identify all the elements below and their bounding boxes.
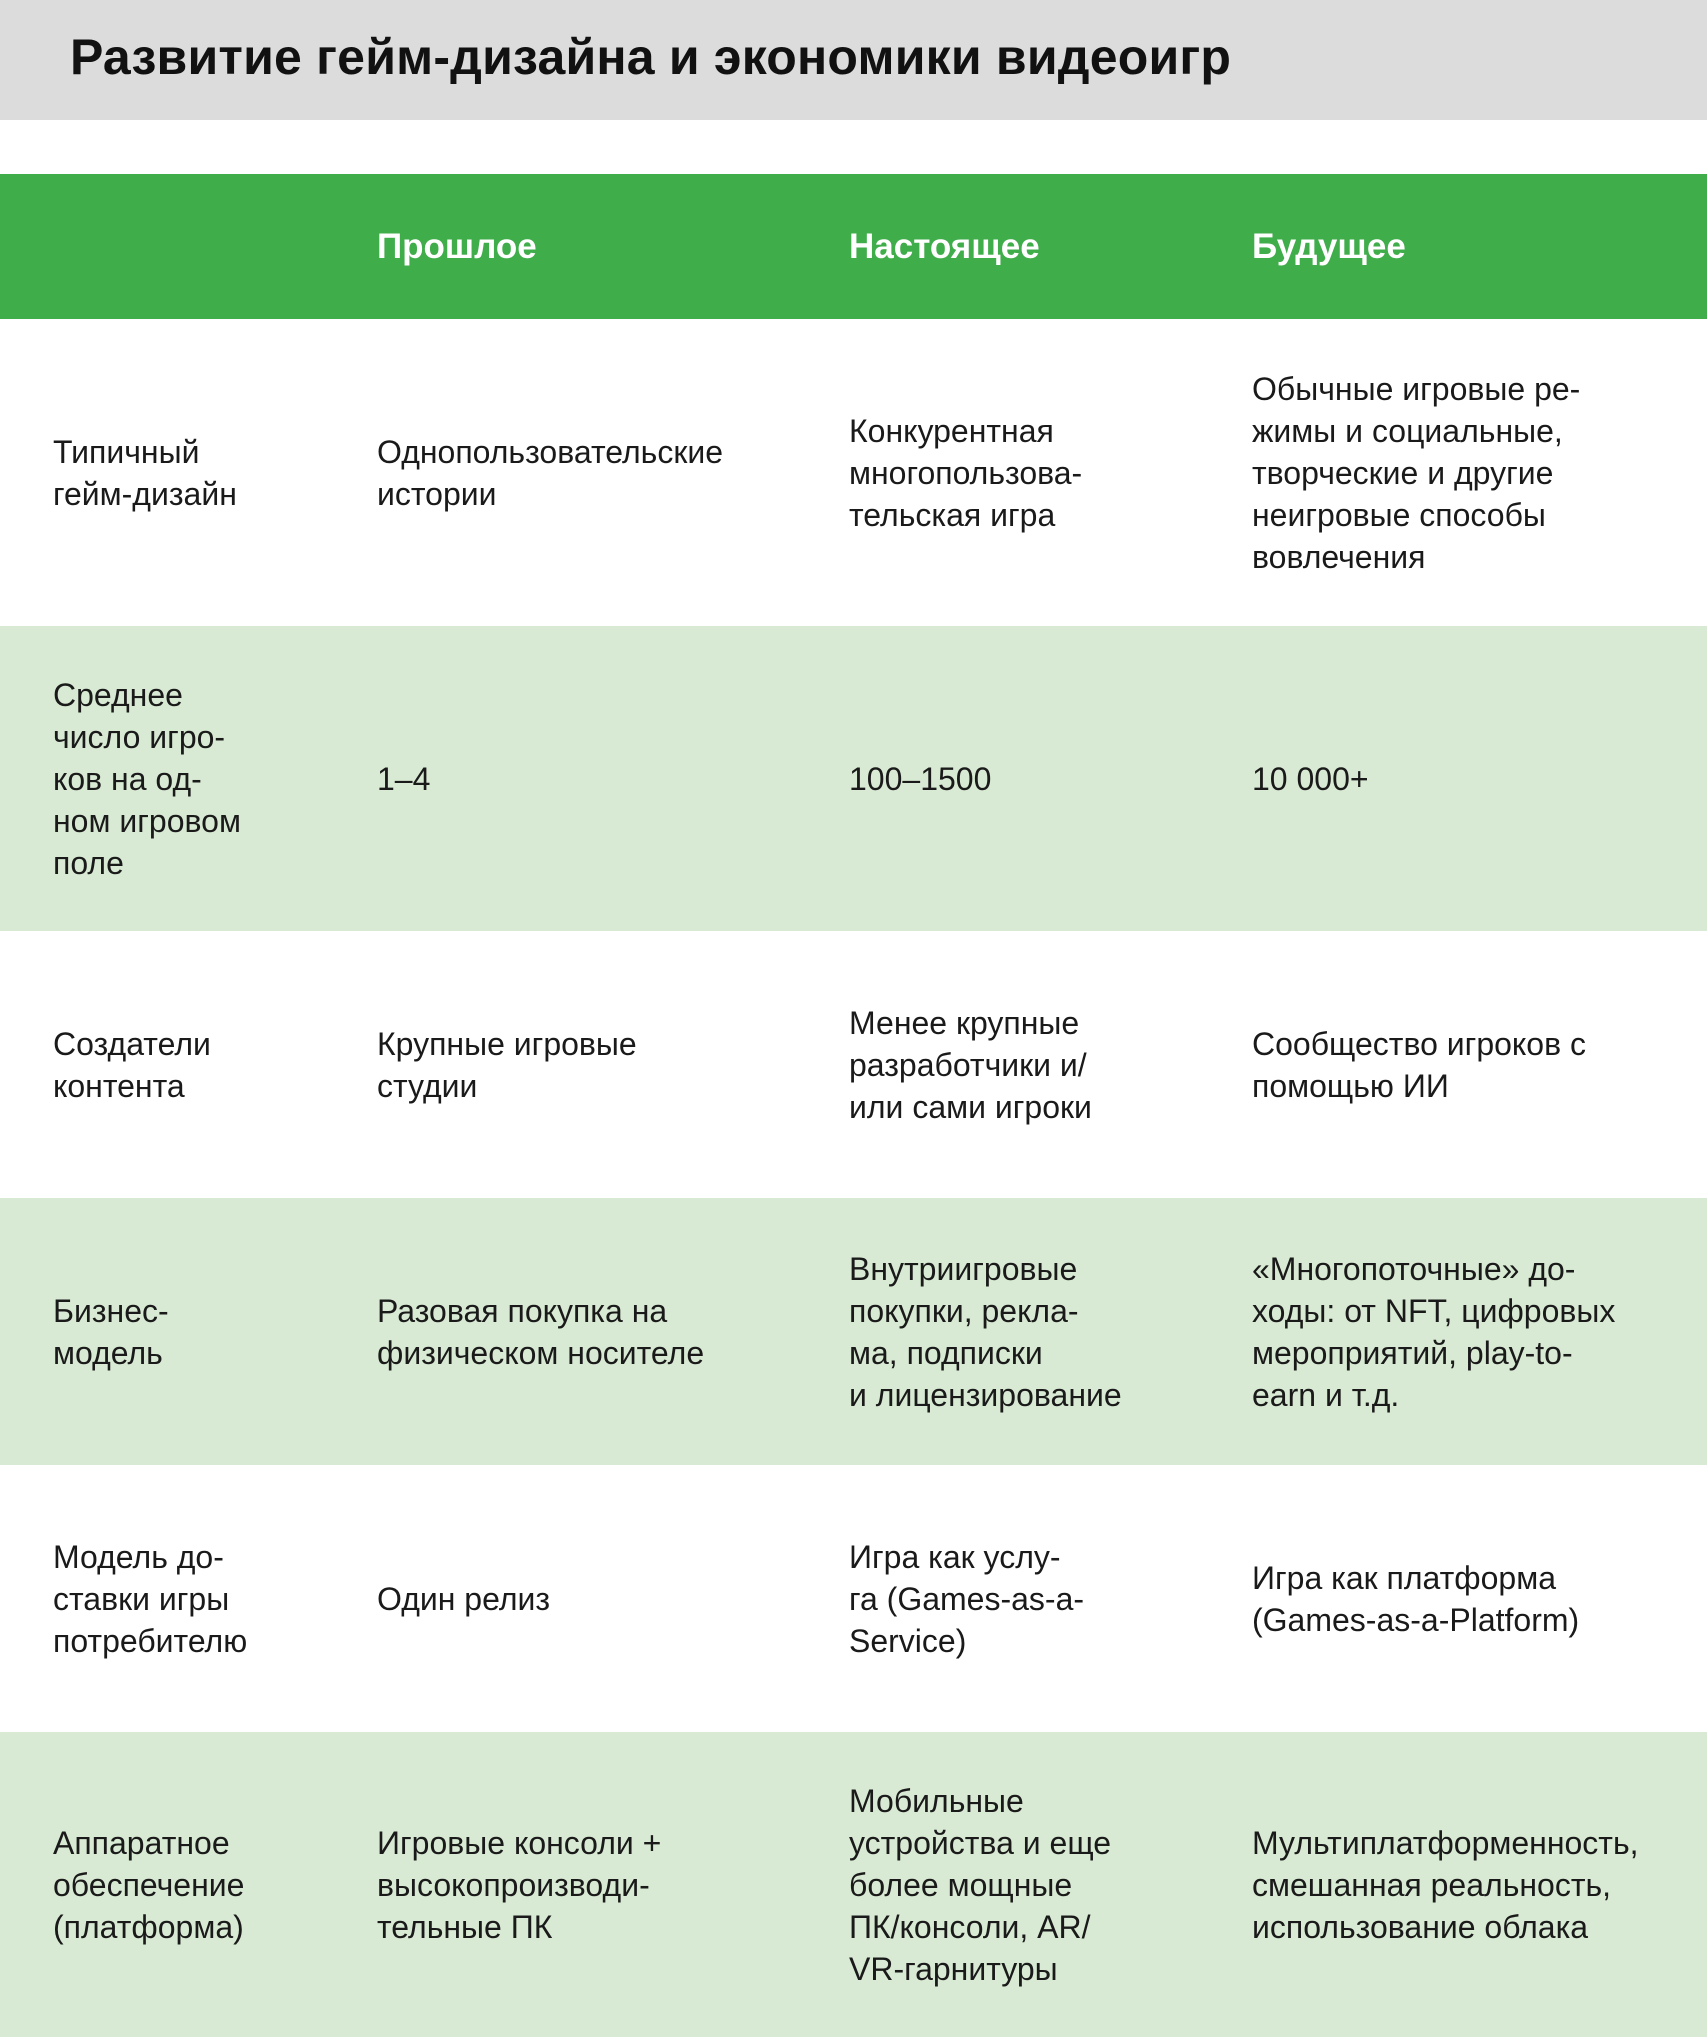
header-cell-past: Прошлое — [377, 226, 537, 266]
row-label: Типичный гейм-дизайн — [53, 433, 237, 512]
cell-present: Мобильные устройства и еще более мощные ПК/консоли, AR/ VR-гарнитуры — [849, 1782, 1112, 1987]
table-row — [0, 1198, 1707, 1465]
row-label: Бизнес- модель — [53, 1292, 169, 1371]
cell-present: Менее крупные разработчики и/ или сами игроки — [849, 1004, 1092, 1125]
table-header-row — [0, 174, 1707, 319]
cell-past: Игровые консоли + высокопроизводи- тельные ПК — [377, 1824, 662, 1945]
cell-future: Мультиплатформенность, смешанная реальность, использование облака — [1252, 1824, 1639, 1945]
table-row — [0, 931, 1707, 1198]
comparison-table — [0, 174, 1707, 2037]
row-label: Среднее число игро- ков на од- ном игровом поле — [53, 676, 241, 881]
header-cell-present: Настоящее — [849, 226, 1040, 266]
cell-past: Разовая покупка на физическом носителе — [377, 1292, 705, 1371]
cell-present: Конкурентная многопользова- тельская игра — [849, 412, 1083, 533]
cell-past: Крупные игровые студии — [377, 1025, 637, 1104]
row-label: Модель до- ставки игры потребителю — [53, 1538, 248, 1659]
cell-present: Внутриигровые покупки, рекла- ма, подписки и лицензирование — [849, 1250, 1122, 1413]
row-label: Создатели контента — [53, 1025, 211, 1104]
table-row — [0, 626, 1707, 931]
cell-future: 10 000+ — [1252, 760, 1369, 797]
cell-past: Однопользовательские истории — [377, 433, 723, 512]
table-row — [0, 1732, 1707, 2037]
cell-past: Один релиз — [377, 1580, 551, 1617]
cell-future: Сообщество игроков с помощью ИИ — [1252, 1025, 1586, 1104]
cell-future: «Многопоточные» до- ходы: от NFT, цифровых мероприятий, play-to- earn и т.д. — [1252, 1250, 1616, 1413]
table-row — [0, 1465, 1707, 1732]
cell-present: Игра как услу- га (Games-as-a- Service) — [849, 1538, 1085, 1659]
header-cell-empty — [53, 174, 353, 319]
row-label: Аппаратное обеспечение (платформа) — [53, 1824, 245, 1945]
cell-future: Обычные игровые ре- жимы и социальные, творческие и другие неигровые способы вовлечения — [1252, 370, 1581, 575]
cell-future: Игра как платформа (Games-as-a-Platform) — [1252, 1559, 1580, 1638]
title-bar — [0, 0, 1707, 120]
header-cell-future: Будущее — [1252, 226, 1406, 266]
table-row — [0, 319, 1707, 626]
cell-present: 100–1500 — [849, 760, 992, 797]
cell-past: 1–4 — [377, 760, 431, 797]
page-title: Развитие гейм-дизайна и экономики видеоигр — [70, 29, 1232, 85]
